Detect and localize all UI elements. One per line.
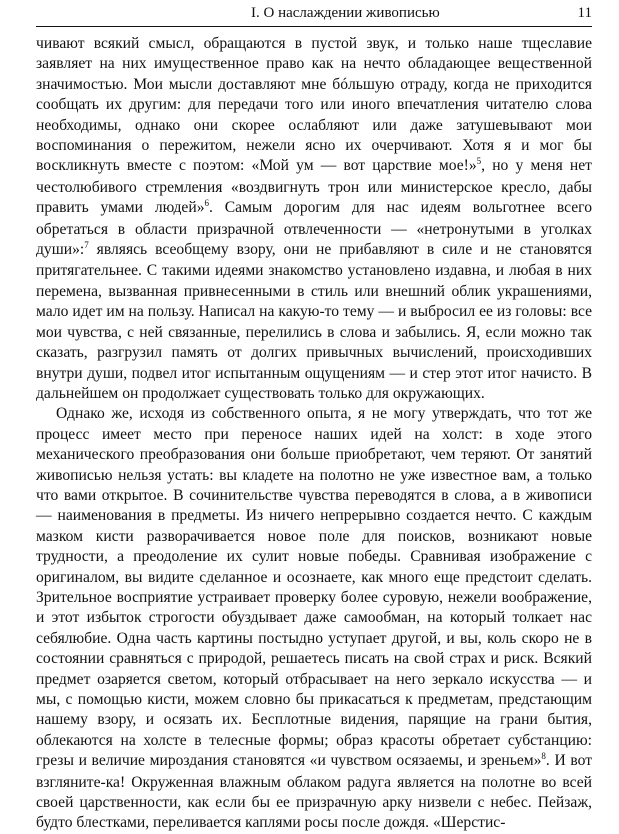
footnote-ref[interactable]: 5 [476, 156, 482, 167]
paragraph [36, 34, 592, 404]
text-run: , но у меня нет честолюбивого стремления «воздвигнуть трон или министерское кресло, дабы править умами людей» [36, 157, 592, 217]
paragraph [36, 404, 592, 834]
footnote-ref[interactable]: 8 [541, 751, 546, 762]
running-title: I. О наслаждении живописью [251, 5, 440, 21]
footnote-ref[interactable]: 6 [204, 198, 209, 209]
running-header [36, 2, 592, 27]
page-number: 11 [577, 5, 592, 21]
text-run: чивают всякий смысл, обращаются в пустой звук, и только наше тщеславие заявляет на них имущественное право как на нечто обладающее вещественной значимостью. Мои мысли доставляют мне бóльшую отраду, когда не приходится сообщать их другим: для передачи того или иного впечатления читателю слова необходимы, однако они скорее ослабляют или даже затушевывают мои воспоминания о пережитом, нежели ясно их очерчивают. Хотя я и мог бы воскликнуть вместе с поэтом: «Мой ум — вот царствие мое!» [36, 35, 592, 175]
text-run: Однако же, исходя из собственного опыта, я не могу утверждать, что тот же процесс имеет место при переносе наших идей на холст: в ходе этого механического преобразования они больше приобретают, чем теряют. От занятий живописью нельзя устать: вы кладете на полотно не уже известное вам, а только что вами открытое. В сочинительстве чувства переводятся в слова, а в живописи — наименования в предметы. Из ничего непрерывно создается нечто. С каждым мазком кисти разворачивается новое поле для поисков, возникают новые трудности, а преодоление их сулит новые победы. Сравнивая изображение с оригиналом, вы видите сделанное и осознаете, как много еще предстоит сделать. Зрительное восприятие устраивает проверку более суровую, нежели воображение, и этот избыток строгости обуздывает даже самообман, на который толкает нас себялюбие. Одна часть картины постыдно уступает другой, и вы, коль скоро не в состоянии сравняться с природой, решаетесь писать на свой страх и риск. Всякий предмет озаряется светом, который отбрасывает на него зеркало искусства — и мы, с помощью кисти, можем словно бы прикасаться к предметам, предстающим нашему взору, и осязать их. Бесплотные видения, парящие на грани бытия, облекаются на холсте в телесные формы; образ красоты обретает субстанцию: грезы и величие мироздания становятся «и чувством осязаемы, и зреньем» [36, 405, 592, 770]
text-run: . И вот взгляните-ка! Окруженная влажным облаком радуга является на полотне во всей своей царственности, как если бы ее призрачную арку низвели с небес. Пейзаж, будто блестками, переливается каплями росы после дождя. «Шерстис- [36, 752, 593, 832]
body-text [36, 34, 592, 834]
text-run: являясь всеобщему взору, они не прибавляют в силе и не становятся притягательнее. С такими идеями знакомство установлено издавна, и любая в них перемена, вызванная привнесенными в стиль или внешний облик украшениями, мало идет им на пользу. Написал на какую-то тему — и выбросил ее из головы: все мои чувства, с ней связанные, перелились в слова и забылись. Я, если можно так сказать, разгрузил память от долгих привычных вычислений, происходивших внутри души, подвел итог испытанным ощущениям — и стер этот итог начисто. В дальнейшем он продолжает существовать только для окружающих. [36, 241, 592, 402]
footnote-ref[interactable]: 7 [84, 240, 89, 251]
text-run: . Самым дорогим для нас идеям вольготнее всего обретаться в области призрачной отвлеченности — «нетронутыми в уголках души»: [36, 199, 592, 259]
